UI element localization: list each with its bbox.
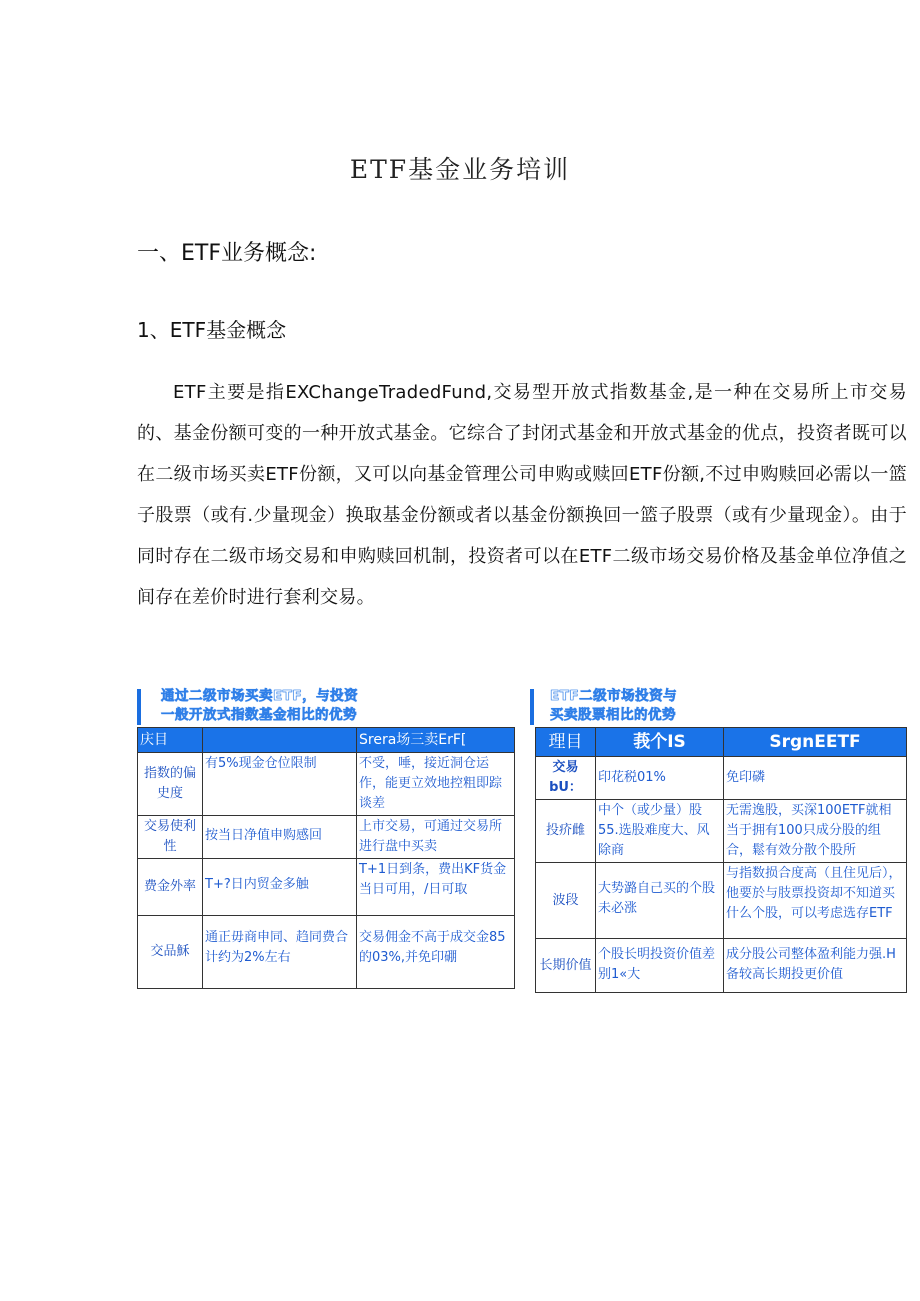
table-cell: 成分股公司整体盈利能力强.H备较高长期投更价值	[724, 939, 907, 993]
table-row	[536, 757, 907, 800]
table-cell: 个股长明投资价值差别1«大	[596, 939, 724, 993]
banner-line: ETF二级市场投资与	[550, 688, 678, 704]
header-cell: 理目	[536, 728, 596, 757]
table-cell: 交易佣金不高于成交金85的03%,并免印硼	[357, 916, 515, 989]
row-header-cell: 指数的偏史度	[138, 753, 203, 816]
table-row	[536, 800, 907, 863]
table-cell: T+?日内贸金多触	[203, 859, 357, 916]
banner-line: 通过二级市场买卖ETF，与投资	[161, 688, 359, 704]
table-cell: 大势潞自己买的个股未必涨	[596, 863, 724, 939]
table-cell: 不受，唾，接近洞仓运作，能更立效地控粗即踪谈差	[357, 753, 515, 816]
header-cell: SrgnEETF	[724, 728, 907, 757]
row-header-cell: 交易使利性	[138, 816, 203, 859]
table-row	[536, 863, 907, 939]
header-cell: 庆目	[138, 728, 203, 753]
right-comparison-table	[535, 727, 907, 993]
table-cell: 无需逸股，买深100ETF就相当于拥有100只成分股的组合，鬆有效分散个股所	[724, 800, 907, 863]
right-banner	[530, 687, 910, 727]
banner-accent-bar	[137, 689, 141, 725]
header-cell: Srera场三卖ErF[	[357, 728, 515, 753]
table-cell: 上市交易，可通过交易所进行盘中买卖	[357, 816, 515, 859]
left-banner	[137, 687, 517, 727]
table-cell: 按当日净值申购感回	[203, 816, 357, 859]
banner-accent-bar	[530, 689, 534, 725]
row-header-cell: 投疥雌	[536, 800, 596, 863]
row-header-cell: 交品穌	[138, 916, 203, 989]
row-header-cell: 费金外率	[138, 859, 203, 916]
table-cell: 中个（或少量）股55.选股难度大、风除商	[596, 800, 724, 863]
left-banner-text	[161, 687, 358, 725]
table-row	[138, 816, 515, 859]
table-cell: 通正毋商申同、趋同费合计约为2%左右	[203, 916, 357, 989]
banner-line: 买卖股票相比的优势	[550, 707, 676, 723]
banner-line: 一般开放式指数基金相比的优势	[161, 707, 357, 723]
table-cell: T+1日到条，费出KF货金当日可用，/日可取	[357, 859, 515, 916]
header-cell: 莪个IS	[596, 728, 724, 757]
body-paragraph	[137, 372, 907, 618]
table-header-row	[138, 728, 515, 753]
table-row	[138, 916, 515, 989]
table-row	[138, 753, 515, 816]
section-heading: 一、ETF业务概念:	[137, 241, 317, 266]
subsection-heading: 1、ETF基金概念	[137, 318, 287, 342]
paragraph-text: ETF主要是指EXChangeTradedFund,交易型开放式指数基金,是一种在交易所上市交易的、基金份额可变的一种开放式基金。它综合了封闭式基金和开放式基金的优点，投资者既可以在二级市场买卖ETF份额，又可以向基金管理公司申购或赎回ETF份额,不过申购赎回必需以一篮子股票（或有.少量现金）换取基金份额或者以基金份额换回一篮子股票（或有少量现金）。由于同时存在二级市场交易和申购赎回机制，投资者可以在ETF二级市场交易价格及基金单位净值之间存在差价时进行套利交易。	[137, 382, 907, 608]
row-header-cell: 交易bU：	[536, 757, 596, 800]
table-cell: 印花税01%	[596, 757, 724, 800]
right-banner-text	[550, 687, 677, 725]
header-cell	[203, 728, 357, 753]
row-header-cell: 长期价值	[536, 939, 596, 993]
table-cell: 免印磷	[724, 757, 907, 800]
table-cell: 与指数损合度高（且住见后），他要於与肢票投资却不知道买什么个股，可以考虑选存ETF	[724, 863, 907, 939]
document-title: ETF基金业务培训	[349, 155, 571, 184]
row-header-cell: 波段	[536, 863, 596, 939]
table-row	[138, 859, 515, 916]
left-comparison-table	[137, 727, 515, 989]
table-cell: 有5%现金仓位限制	[203, 753, 357, 816]
table-row	[536, 939, 907, 993]
table-header-row	[536, 728, 907, 757]
